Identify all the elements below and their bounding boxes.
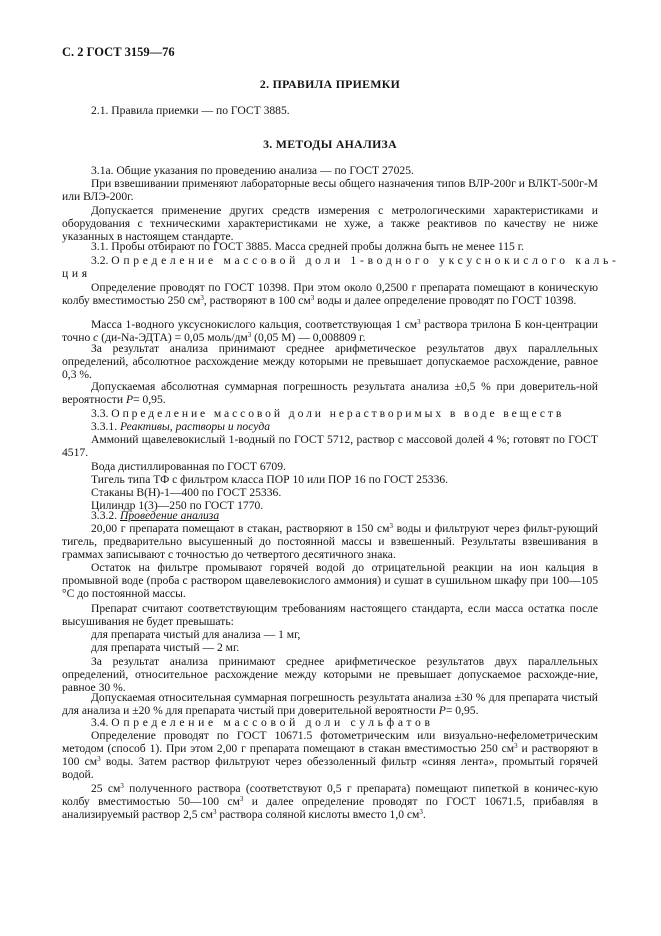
clause-3-4-heading bbox=[91, 716, 598, 729]
clause-title: Определение массовой доли сульфатов bbox=[111, 716, 434, 729]
clause-3-2-text: Определение проводят по ГОСТ 10398. При этом около 0,2500 г препарата помещают в коническую колбу вместимостью 250 $см^3$, растворяют в 100 $см^3$ воды и далее определение проводят по ГОСТ 10398. bbox=[62, 281, 598, 308]
reagent-water: Вода дистиллированная по ГОСТ 6709. bbox=[91, 460, 286, 473]
aliquot-paragraph: 25 $см^3$ полученного раствора (соответствуют 0,5 г препарата) помещают пипеткой в коничес-кую колбу вместимостью 50—100 $см^3$ и далее определение проводят по ГОСТ 10671.5, прибавляя в анализируемый раствор 2,5 $см^3$ раствора соляной кислоты вместо 1,0 $см^3$. bbox=[62, 782, 599, 822]
clause-3-1a: 3.1а. Общие указания по проведению анализа — по ГОСТ 27025. bbox=[91, 164, 414, 177]
absolute-error-paragraph: Допускаемая абсолютная суммарная погрешность результата анализа ±0,5 % при доверитель-ной вероятности Р= 0,95. bbox=[62, 380, 598, 407]
clause-3-2-heading-cont: ция bbox=[62, 267, 91, 280]
grade-analytical: для препарата чистый для анализа — 1 мг, bbox=[91, 628, 301, 641]
clause-3-3-2-heading: 3.3.2. Проведение анализа bbox=[91, 509, 220, 522]
section-3-title: 3. МЕТОДЫ АНАЛИЗА bbox=[263, 137, 397, 151]
result-paragraph-2: За результат анализа принимают среднее арифметическое результатов двух параллельных определений, относительное расхождение между которыми не превышает допускаемое расхожде-ние, равное 30 %. bbox=[62, 655, 598, 695]
grade-pure: для препарата чистый — 2 мг. bbox=[91, 641, 240, 654]
section-2-title: 2. ПРАВИЛА ПРИЕМКИ bbox=[259, 77, 401, 91]
clause-number: 3.3. bbox=[91, 407, 109, 420]
allowance-paragraph: Допускается применение других средств измерения с метрологическими характеристиками и оборудования с техническими характеристиками не хуже, а также реактивов по качеству не ниже указанных в настоящем стандарте. bbox=[62, 204, 598, 244]
relative-error-paragraph: Допускаемая относительная суммарная погрешность результата анализа ±30 % для препарата чистый для анализа и ±20 % для препарата чистый при доверительной вероятности Р= 0,95. bbox=[62, 691, 598, 718]
reagent-ammonium: Аммоний щавелевокислый 1-водный по ГОСТ 5712, раствор с массовой долей 4 %; готовят по ГОСТ 4517. bbox=[62, 433, 598, 460]
page-header: С. 2 ГОСТ 3159—76 bbox=[62, 45, 175, 59]
weighing-paragraph: При взвешивании применяют лабораторные весы общего назначения типов ВЛР-200г и ВЛКТ-500г-М или ВЛЭ-200г. bbox=[62, 177, 598, 204]
clause-3-1: 3.1. Пробы отбирают по ГОСТ 3885. Масса средней пробы должна быть не менее 115 г. bbox=[91, 240, 525, 253]
equipment-crucible: Тигель типа ТФ с фильтром класса ПОР 10 или ПОР 16 по ГОСТ 25336. bbox=[91, 473, 449, 486]
clause-number: 3.2. bbox=[91, 254, 109, 267]
clause-3-2-heading bbox=[91, 254, 620, 267]
sulfate-paragraph: Определение проводят по ГОСТ 10671.5 фотометрическим или визуально-нефелометрическим методом (способ 1). При этом 2,00 г препарата помещают в стакан вместимостью 250 $см^3$ и растворяют в 100 $см^3$ воды. Затем раствор фильтруют через обеззоленный фильтр «синяя лента», промытый горячей водой. bbox=[62, 729, 598, 782]
residue-paragraph: Остаток на фильтре промывают горячей водой до отрицательной реакции на ион кальция в промывной воде (проба с раствором щавелевокислого аммония) и сушат в сушильном шкафу при 100—105 °С до постоянной массы. bbox=[62, 561, 598, 601]
clause-title: Определение массовой доли 1-водного уксуснокислого каль- bbox=[111, 254, 620, 267]
clause-2-1: 2.1. Правила приемки — по ГОСТ 3885. bbox=[91, 104, 290, 117]
equipment-cylinder: Цилиндр 1(3)—250 по ГОСТ 1770. bbox=[91, 499, 264, 512]
mass-equivalent-paragraph: Масса 1-водного уксуснокислого кальция, соответствующая 1 $см^3$ раствора трилона Б кон-центрации точно с (ди-Na-ЭДТА) = 0,05 моль/$дм^3$ (0,05 М) — 0,008809 г. bbox=[62, 318, 598, 345]
compliance-paragraph: Препарат считают соответствующим требованиям настоящего стандарта, если масса остатка после высушивания не будет превышать: bbox=[62, 602, 598, 629]
result-paragraph-1: За результат анализа принимают среднее арифметическое результатов двух параллельных определений, абсолютное расхождение между которыми не превышает допускаемое расхождение, равное 0,3 %. bbox=[62, 342, 598, 382]
clause-title: Определение массовой доли нерастворимых в воде веществ bbox=[111, 407, 565, 420]
clause-3-3-1-heading: 3.3.1. Реактивы, растворы и посуда bbox=[91, 420, 271, 433]
procedure-paragraph: 20,00 г препарата помещают в стакан, растворяют в 150 $см^3$ воды и фильтруют через фильт-рующий тигель, предварительно высушенный до постоянной массы и взвешенный. Результаты взвешивания в граммах записывают с точностью до четвертого десятичного знака. bbox=[62, 522, 599, 562]
clause-number: 3.4. bbox=[91, 716, 109, 729]
equipment-glasses: Стаканы В(Н)-1—400 по ГОСТ 25336. bbox=[91, 486, 282, 499]
clause-3-3-heading bbox=[91, 407, 598, 420]
